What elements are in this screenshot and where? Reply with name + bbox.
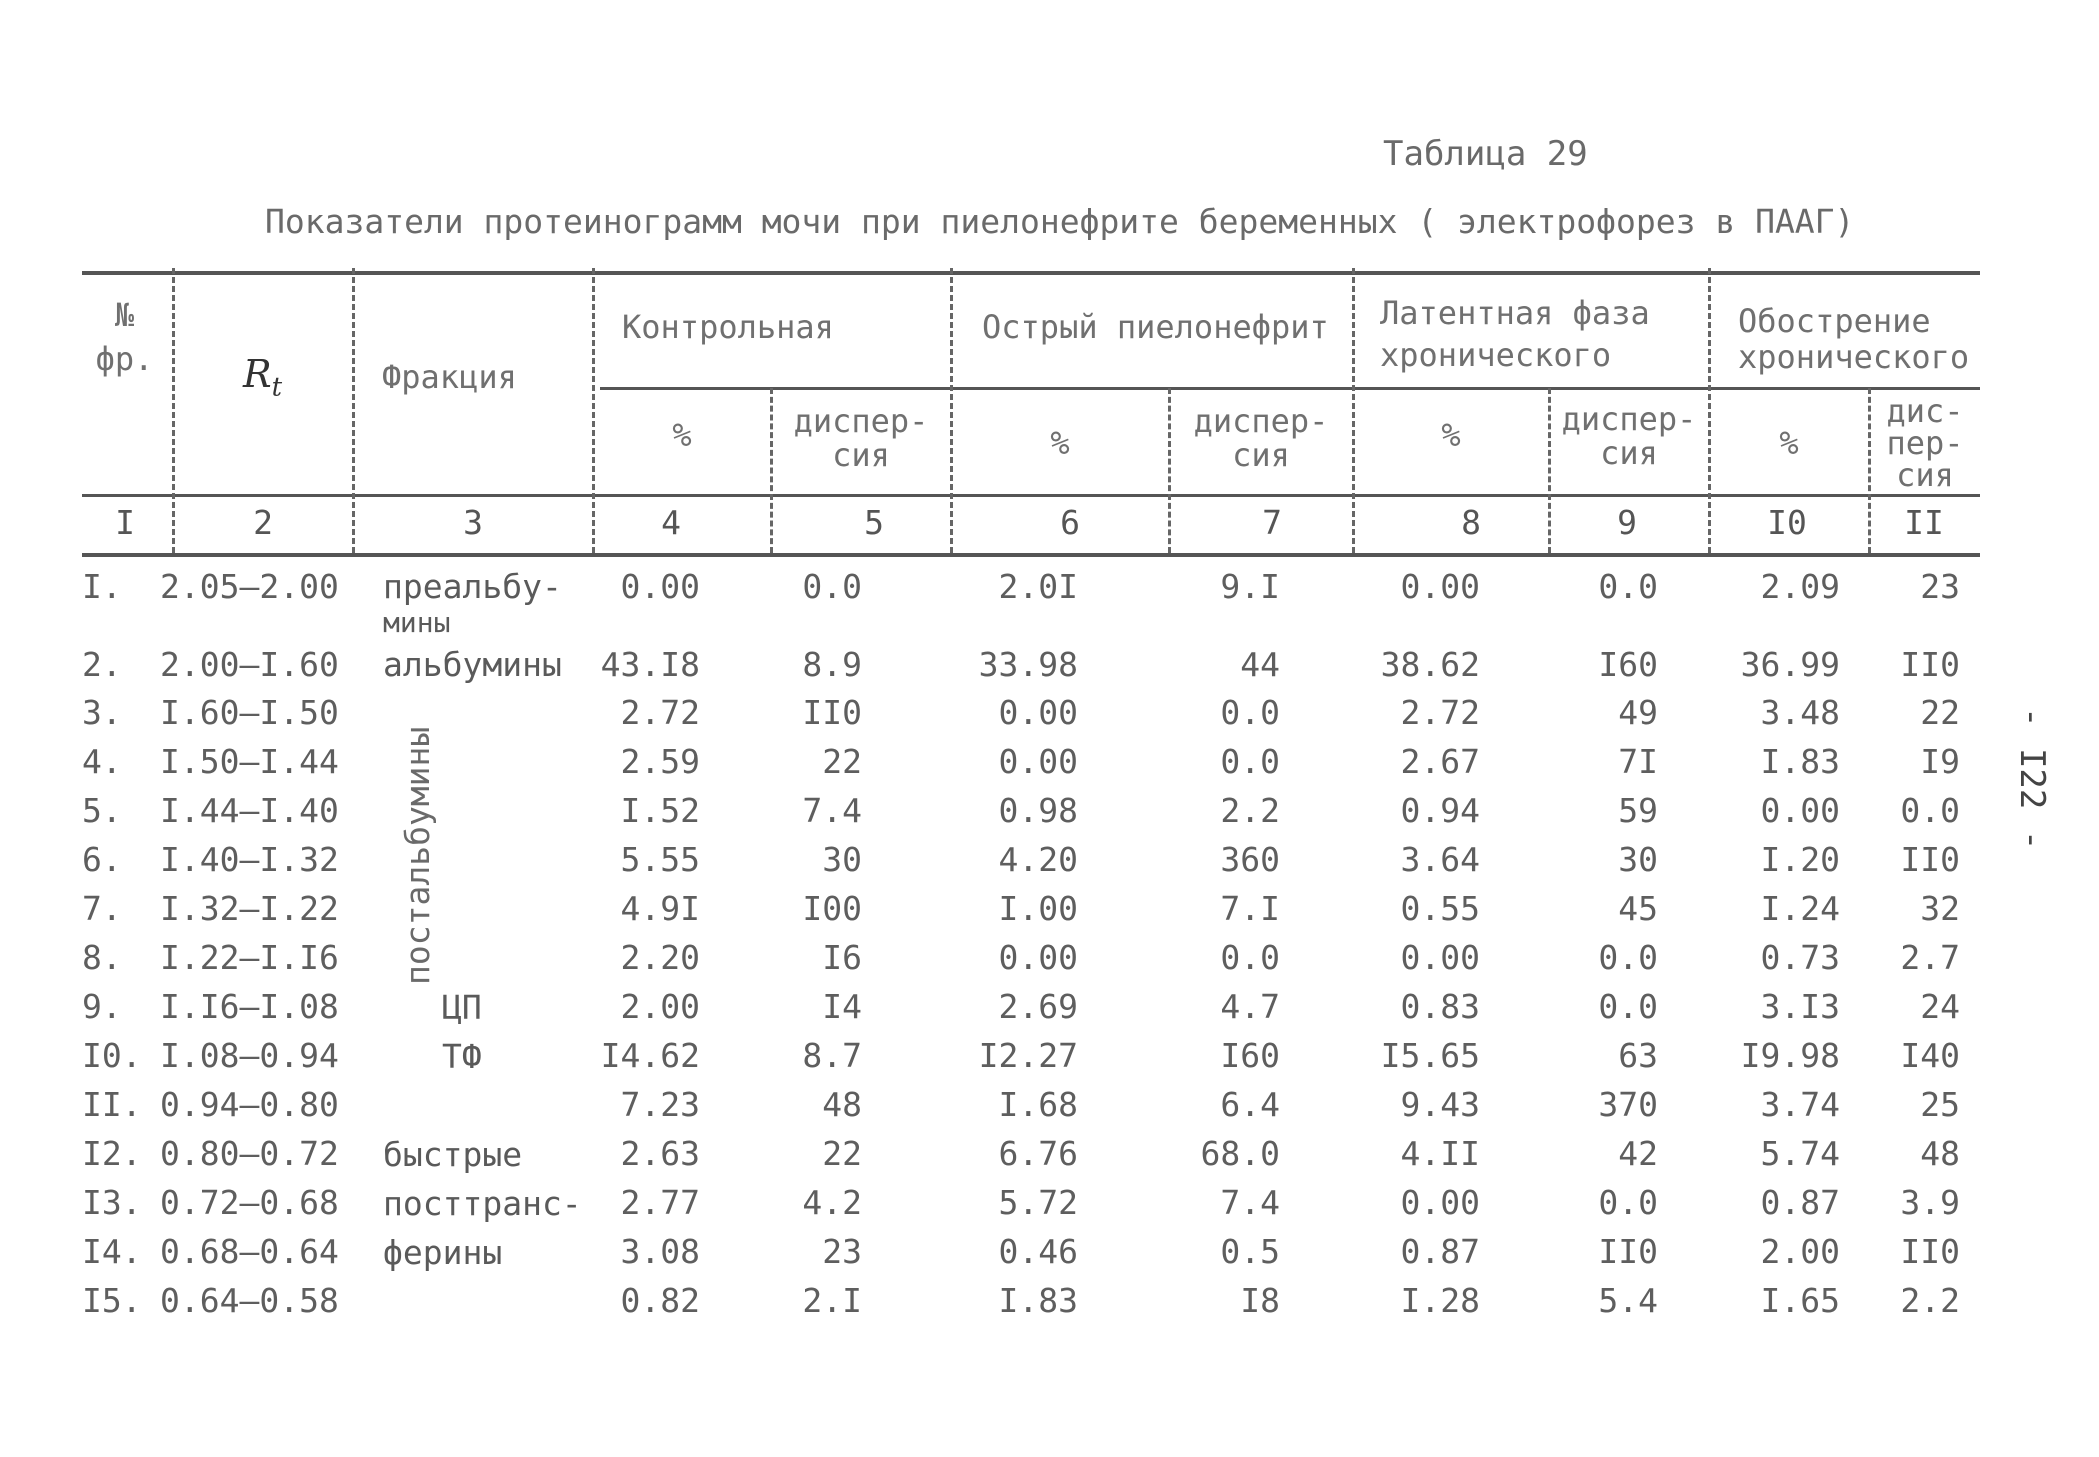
col-divider-2	[352, 268, 355, 553]
cell-rt: I.50–I.44	[160, 742, 339, 781]
cell-c7: 7.4	[1220, 1183, 1280, 1222]
cell-c5: 8.7	[802, 1036, 862, 1075]
cell-rt: 2.00–I.60	[160, 645, 339, 684]
header-rt-sub: t	[271, 372, 283, 403]
cell-c8: 0.00	[1400, 567, 1480, 606]
table-label: Таблица 29	[1383, 134, 1588, 174]
cell-rt: I.40–I.32	[160, 840, 339, 879]
cell-c8: I5.65	[1380, 1036, 1480, 1075]
cell-c4: I4.62	[600, 1036, 700, 1075]
cell-c4: 2.20	[620, 938, 700, 977]
header-no-line2: фр.	[95, 340, 154, 378]
cell-c10: 5.74	[1760, 1134, 1840, 1173]
header-exacerbation-line2: хронического	[1738, 338, 1970, 376]
cell-c9: 0.0	[1598, 987, 1658, 1026]
cell-c5: II0	[802, 693, 862, 732]
cell-c6: 0.00	[998, 938, 1078, 977]
colnum-6: 6	[1060, 503, 1080, 542]
cell-c5: 4.2	[802, 1183, 862, 1222]
cell-no: 6.	[82, 840, 122, 879]
cell-c7: I60	[1220, 1036, 1280, 1075]
header-group-rule	[600, 387, 1980, 390]
cell-no: 5.	[82, 791, 122, 830]
column-numbers-rule	[82, 553, 1980, 557]
colnum-8: 8	[1461, 503, 1481, 542]
cell-c5: 30	[822, 840, 862, 879]
fraction-prealbumin-line1: преальбу-	[383, 567, 562, 606]
cell-c7: 9.I	[1220, 567, 1280, 606]
cell-c9: 0.0	[1598, 567, 1658, 606]
cell-c7: 6.4	[1220, 1085, 1280, 1124]
cell-c8: 0.83	[1400, 987, 1480, 1026]
cell-c5: I6	[822, 938, 862, 977]
cell-c9: 0.0	[1598, 938, 1658, 977]
cell-c6: I.83	[998, 1281, 1078, 1320]
header-exacerbation-line1: Обострение	[1738, 302, 1931, 340]
cell-c10: I9.98	[1740, 1036, 1840, 1075]
cell-c7: 68.0	[1200, 1134, 1280, 1173]
header-control: Контрольная	[622, 308, 834, 346]
cell-c6: 0.00	[998, 693, 1078, 732]
col-divider-1	[172, 268, 175, 553]
cell-no: 4.	[82, 742, 122, 781]
cell-c10: I.20	[1760, 840, 1840, 879]
cell-c5: I4	[822, 987, 862, 1026]
cell-c7: 44	[1240, 645, 1280, 684]
subheader-pct-10: %	[1779, 424, 1799, 462]
cell-c8: 0.00	[1400, 1183, 1480, 1222]
cell-c8: 0.94	[1400, 791, 1480, 830]
cell-c5: 22	[822, 1134, 862, 1173]
fraction-postalbumins: постальбумины	[398, 726, 437, 985]
cell-c6: 0.00	[998, 742, 1078, 781]
cell-c6: I2.27	[978, 1036, 1078, 1075]
cell-c5: 8.9	[802, 645, 862, 684]
cell-c4: 2.59	[620, 742, 700, 781]
subheader-disp-7-line1: диспер-	[1193, 402, 1329, 440]
cell-c7: 0.5	[1220, 1232, 1280, 1271]
header-latent-line2: хронического	[1380, 336, 1612, 374]
cell-c10: 2.00	[1760, 1232, 1840, 1271]
cell-c8: 0.87	[1400, 1232, 1480, 1271]
subheader-disp-11-line2: пер-	[1886, 424, 1964, 462]
fraction-albumin: альбумины	[383, 645, 562, 684]
cell-c11: 2.7	[1900, 938, 1960, 977]
cell-c7: 360	[1220, 840, 1280, 879]
cell-c5: 23	[822, 1232, 862, 1271]
cell-c11: I9	[1920, 742, 1960, 781]
subheader-pct-8: %	[1441, 416, 1461, 454]
cell-c4: 4.9I	[620, 889, 700, 928]
fraction-ferrins: ферины	[383, 1233, 503, 1272]
fraction-tf: ТФ	[442, 1037, 482, 1076]
cell-c5: 2.I	[802, 1281, 862, 1320]
cell-c9: 63	[1618, 1036, 1658, 1075]
cell-c4: 2.72	[620, 693, 700, 732]
cell-c6: 5.72	[998, 1183, 1078, 1222]
cell-c11: 23	[1920, 567, 1960, 606]
cell-c4: 3.08	[620, 1232, 700, 1271]
table-title: Показатели протеинограмм мочи при пиелонефрите беременных ( электрофорез в ПААГ)	[265, 202, 1855, 241]
cell-c8: I.28	[1400, 1281, 1480, 1320]
cell-no: II.	[82, 1085, 142, 1124]
cell-c8: 2.67	[1400, 742, 1480, 781]
cell-c4: 2.63	[620, 1134, 700, 1173]
cell-c11: 32	[1920, 889, 1960, 928]
col-divider-9	[1708, 268, 1711, 553]
table-top-rule	[82, 271, 1980, 275]
cell-c5: 0.0	[802, 567, 862, 606]
cell-c10: 0.00	[1760, 791, 1840, 830]
cell-c4: 5.55	[620, 840, 700, 879]
subheader-disp-5-line2: сия	[832, 436, 890, 474]
cell-c4: 2.77	[620, 1183, 700, 1222]
colnum-9: 9	[1617, 503, 1637, 542]
cell-c10: I.24	[1760, 889, 1840, 928]
cell-c8: 2.72	[1400, 693, 1480, 732]
cell-c9: 42	[1618, 1134, 1658, 1173]
cell-no: I.	[82, 567, 122, 606]
cell-c9: 7I	[1618, 742, 1658, 781]
cell-c11: I40	[1900, 1036, 1960, 1075]
cell-c11: 3.9	[1900, 1183, 1960, 1222]
cell-c9: 370	[1598, 1085, 1658, 1124]
colnum-5: 5	[864, 503, 884, 542]
header-rt-main: R	[242, 352, 272, 396]
header-fraction: Фракция	[382, 358, 517, 396]
subheader-disp-7-line2: сия	[1232, 436, 1290, 474]
cell-c4: 7.23	[620, 1085, 700, 1124]
cell-c11: II0	[1900, 840, 1960, 879]
subheader-disp-5-line1: диспер-	[793, 402, 929, 440]
cell-c6: 0.98	[998, 791, 1078, 830]
cell-no: 7.	[82, 889, 122, 928]
colnum-3: 3	[463, 503, 483, 542]
cell-c9: 45	[1618, 889, 1658, 928]
subheader-disp-11-line3: сия	[1896, 456, 1954, 494]
header-rt	[175, 352, 350, 407]
cell-c4: 0.82	[620, 1281, 700, 1320]
cell-c10: 3.48	[1760, 693, 1840, 732]
cell-c8: 3.64	[1400, 840, 1480, 879]
colnum-1: I	[115, 503, 135, 542]
subheader-pct-6: %	[1050, 424, 1070, 462]
fraction-cp: ЦП	[442, 988, 482, 1027]
header-latent-line1: Латентная фаза	[1380, 294, 1650, 332]
cell-c10: 2.09	[1760, 567, 1840, 606]
cell-no: 2.	[82, 645, 122, 684]
cell-c11: II0	[1900, 1232, 1960, 1271]
cell-c9: I60	[1598, 645, 1658, 684]
cell-no: I3.	[82, 1183, 142, 1222]
cell-c9: 0.0	[1598, 1183, 1658, 1222]
cell-c7: 4.7	[1220, 987, 1280, 1026]
cell-c11: 0.0	[1900, 791, 1960, 830]
colnum-7: 7	[1262, 503, 1282, 542]
cell-no: I2.	[82, 1134, 142, 1173]
subheader-pct-4: %	[672, 416, 692, 454]
cell-c7: 2.2	[1220, 791, 1280, 830]
cell-c8: 4.II	[1400, 1134, 1480, 1173]
cell-rt: I.22–I.I6	[160, 938, 339, 977]
cell-no: 8.	[82, 938, 122, 977]
colnum-11: II	[1904, 503, 1944, 542]
fraction-prealbumin-line2: мины	[383, 606, 451, 639]
cell-c11: 24	[1920, 987, 1960, 1026]
cell-rt: 0.72–0.68	[160, 1183, 339, 1222]
cell-c8: 0.55	[1400, 889, 1480, 928]
cell-c10: 3.74	[1760, 1085, 1840, 1124]
cell-c7: 0.0	[1220, 742, 1280, 781]
col-divider-3	[592, 268, 595, 553]
cell-c7: 0.0	[1220, 938, 1280, 977]
header-bottom-rule	[82, 494, 1980, 497]
cell-no: I5.	[82, 1281, 142, 1320]
cell-rt: 0.68–0.64	[160, 1232, 339, 1271]
cell-c5: 48	[822, 1085, 862, 1124]
cell-c6: 0.46	[998, 1232, 1078, 1271]
colnum-10: I0	[1767, 503, 1807, 542]
cell-c8: 38.62	[1380, 645, 1480, 684]
cell-c7: I8	[1240, 1281, 1280, 1320]
cell-c9: 59	[1618, 791, 1658, 830]
cell-c10: 3.I3	[1760, 987, 1840, 1026]
cell-c6: 2.0I	[998, 567, 1078, 606]
cell-c10: I.83	[1760, 742, 1840, 781]
cell-rt: 2.05–2.00	[160, 567, 339, 606]
subheader-disp-11-line1: дис-	[1886, 392, 1964, 430]
cell-c6: 2.69	[998, 987, 1078, 1026]
cell-rt: I.44–I.40	[160, 791, 339, 830]
cell-no: 3.	[82, 693, 122, 732]
colnum-4: 4	[661, 503, 681, 542]
cell-c10: 0.73	[1760, 938, 1840, 977]
cell-rt: 0.64–0.58	[160, 1281, 339, 1320]
cell-no: I0.	[82, 1036, 142, 1075]
cell-c9: 49	[1618, 693, 1658, 732]
cell-rt: I.32–I.22	[160, 889, 339, 928]
cell-c5: 7.4	[802, 791, 862, 830]
cell-c8: 0.00	[1400, 938, 1480, 977]
subheader-disp-9-line1: диспер-	[1561, 400, 1697, 438]
cell-c7: 7.I	[1220, 889, 1280, 928]
cell-c9: 5.4	[1598, 1281, 1658, 1320]
cell-c4: 0.00	[620, 567, 700, 606]
cell-rt: 0.80–0.72	[160, 1134, 339, 1173]
cell-c11: 48	[1920, 1134, 1960, 1173]
cell-c11: II0	[1900, 645, 1960, 684]
cell-c7: 0.0	[1220, 693, 1280, 732]
cell-c10: 0.87	[1760, 1183, 1840, 1222]
cell-c9: 30	[1618, 840, 1658, 879]
cell-c6: 4.20	[998, 840, 1078, 879]
cell-rt: 0.94–0.80	[160, 1085, 339, 1124]
cell-rt: I.08–0.94	[160, 1036, 339, 1075]
colnum-2: 2	[253, 503, 273, 542]
subheader-disp-9-line2: сия	[1600, 434, 1658, 472]
cell-c5: I00	[802, 889, 862, 928]
cell-rt: I.I6–I.08	[160, 987, 339, 1026]
cell-c6: 33.98	[978, 645, 1078, 684]
cell-c8: 9.43	[1400, 1085, 1480, 1124]
col-divider-4	[770, 388, 773, 553]
cell-c6: 6.76	[998, 1134, 1078, 1173]
fraction-fast: быстрые	[383, 1135, 523, 1174]
cell-c11: 25	[1920, 1085, 1960, 1124]
cell-c10: 36.99	[1740, 645, 1840, 684]
cell-c9: II0	[1598, 1232, 1658, 1271]
cell-c11: 2.2	[1900, 1281, 1960, 1320]
fraction-posttrans: посттранс-	[383, 1184, 582, 1223]
cell-c5: 22	[822, 742, 862, 781]
cell-c11: 22	[1920, 693, 1960, 732]
cell-c6: I.00	[998, 889, 1078, 928]
page-number: - I22 -	[2012, 707, 2052, 851]
header-no-line1: №	[114, 296, 135, 334]
cell-rt: I.60–I.50	[160, 693, 339, 732]
cell-c4: 2.00	[620, 987, 700, 1026]
cell-c4: 43.I8	[600, 645, 700, 684]
cell-no: 9.	[82, 987, 122, 1026]
cell-c6: I.68	[998, 1085, 1078, 1124]
cell-no: I4.	[82, 1232, 142, 1271]
cell-c10: I.65	[1760, 1281, 1840, 1320]
cell-c4: I.52	[620, 791, 700, 830]
header-acute: Острый пиелонефрит	[982, 308, 1329, 346]
col-divider-10	[1868, 388, 1871, 553]
